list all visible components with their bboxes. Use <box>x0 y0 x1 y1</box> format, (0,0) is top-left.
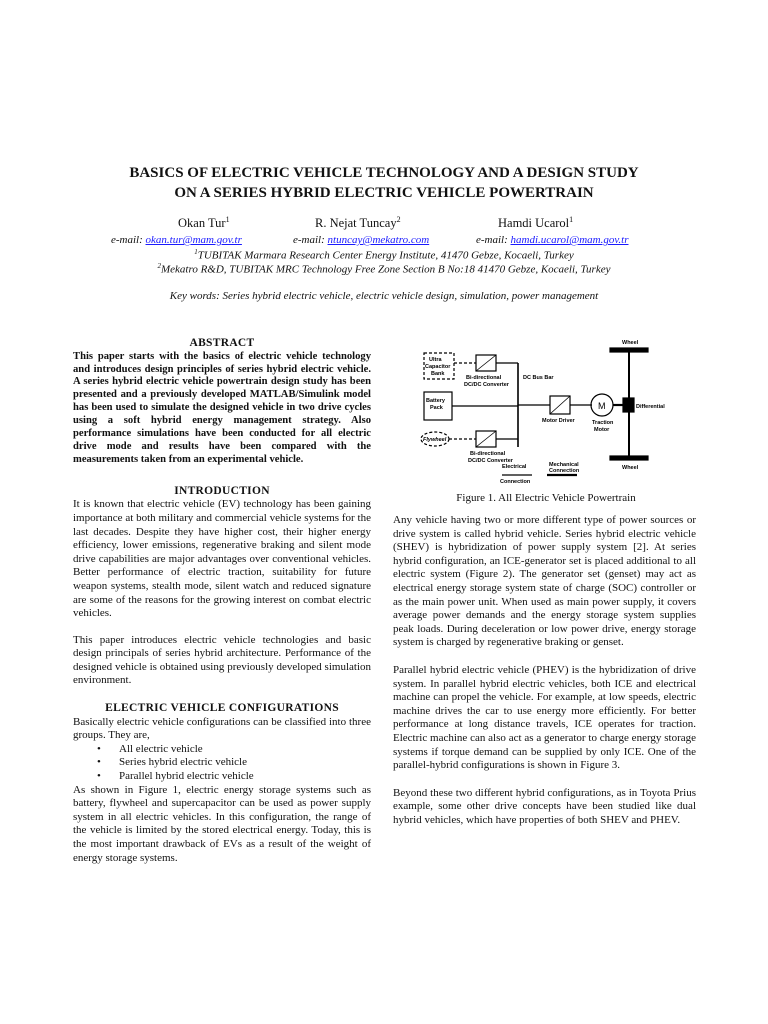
configurations-heading: ELECTRIC VEHICLE CONFIGURATIONS <box>105 702 339 715</box>
author-name: R. Nejat Tuncay <box>315 216 397 231</box>
author-sup: 1 <box>569 215 574 224</box>
title-line-2: ON A SERIES HYBRID ELECTRIC VEHICLE POWERTRAIN <box>174 185 594 201</box>
right-paragraph-3: Beyond these two different hybrid configurations, as in Toyota Prius example, some other drive concepts have been studied like dual hybrid vehicles, which have properties of both SHEV and PHEV. <box>393 786 696 826</box>
ucap-label-3: Bank <box>431 371 445 377</box>
legend-mechanical-2: Connection <box>549 468 580 474</box>
email-link[interactable]: ntuncay@mekatro.com <box>327 234 430 246</box>
abstract-heading: ABSTRACT <box>189 337 255 349</box>
author-name: Okan Tur <box>178 216 226 231</box>
motor-driver-label: Motor Driver <box>542 418 575 424</box>
right-paragraph-2: Parallel hybrid electric vehicle (PHEV) is the hybridization of drive system. In parallel hybrid electric vehicles, both ICE and electrical machine can propel the vehicle. For example, at low speeds, electric machine drives the car to use energy more efficiently. For better performance at long distance travels, ICE operates for traction. Electric machine can also act as a generator to charge energy storage systems if torque demand can be supplied by only ICE. One of the parallel-hybrid configurations is shown in Figure 3. <box>393 663 696 772</box>
legend-electrical-2: Connection <box>500 479 531 485</box>
affiliation-1 <box>0 248 768 262</box>
author-3 <box>498 215 573 231</box>
traction-label-1: Traction <box>592 420 614 426</box>
email-1 <box>111 234 242 246</box>
dc-bus-label: DC Bus Bar <box>523 375 554 381</box>
introduction-paragraph-1: It is known that electric vehicle (EV) technology has been gaining importance at both military and commercial vehicle systems for the last decades. Despite they have higher cost, their higher energy efficiency, lower emissions, regenerative braking and silent mode drive capabilities are major advantages over conventional vehicles. Better performance of electric traction, suitability for future weapon systems, stealth mode, silent watch and reduced signature are some of the reasons for the growing interest on combat electric vehicles. <box>73 498 371 620</box>
legend-mechanical-1: Mechanical <box>549 462 579 468</box>
configurations-paragraph-2: As shown in Figure 1, electric energy storage systems such as battery, flywheel and supercapacitor can be used as power supply system in all electric vehicles. In this configuration, the range of the vehicle is limited by the stored electrical energy. Today, this is the most important drawback of EVs as a result of the weight of energy storage systems. <box>73 783 371 864</box>
wheel-bottom-shape <box>610 456 648 460</box>
figure-caption: Figure 1. All Electric Vehicle Powertrain <box>456 492 636 504</box>
traction-label-2: Motor <box>594 427 610 433</box>
left-column <box>73 337 371 865</box>
right-paragraph-1: Any vehicle having two or more different type of power sources or drive system is called hybrid vehicle. Series hybrid electric vehicle (SHEV) is hybridization of power supply system [2]. At series hybrid configuration, an ICE-generator set is placed additional to all electric system (Figure 2). The generator set (genset) may act as electrical energy storage system state of charge (SOC) controller or as the main power unit. When used as main power supply, it covers average power demands and the energy storage system supplies peak loads. During deceleration or low power drive, energy storage system is charged by regenerative braking or genset. <box>393 514 696 649</box>
powertrain-diagram <box>414 335 680 485</box>
email-link[interactable]: hamdi.ucarol@mam.gov.tr <box>510 234 629 246</box>
keywords: Key words: Series hybrid electric vehicle, electric vehicle design, simulation, power management <box>169 290 599 302</box>
motor-label: M <box>598 401 606 411</box>
differential-shape <box>623 398 634 412</box>
affiliation-2 <box>0 262 768 276</box>
ucap-label-1: Ultra <box>429 357 442 363</box>
converter-2-label-1: Bi-directional <box>470 451 506 457</box>
wheel-top-shape <box>610 348 648 352</box>
legend-electrical-1: Electrical <box>502 464 527 470</box>
introduction-heading: INTRODUCTION <box>174 484 270 497</box>
battery-label-1: Battery <box>426 398 445 404</box>
author-1 <box>178 215 230 231</box>
configuration-list <box>73 743 371 784</box>
author-sup: 2 <box>396 215 401 224</box>
email-link[interactable]: okan.tur@mam.gov.tr <box>145 234 242 246</box>
right-column <box>393 514 696 827</box>
list-item: • Parallel hybrid electric vehicle <box>119 770 371 784</box>
paper-title <box>40 163 728 203</box>
email-label: e-mail: <box>293 234 325 246</box>
abstract-text: This paper starts with the basics of electric vehicle technology and introduces design principles of series hybrid electric vehicle. A series hybrid electric vehicle powertrain design study has been presented and a previously developed MATLAB/Simulink model has been used to simulate the designed vehicle in two drive cycles using a soft hybrid energy management strategy. Also performance simulations have been conducted for all electric drive mode and results have been compared with the measurements taken from an experimental vehicle. <box>73 350 371 465</box>
affiliation-sup: 2 <box>157 262 161 270</box>
converter-1-label-2: DC/DC Converter <box>464 382 509 388</box>
wheel-top-label: Wheel <box>622 340 639 346</box>
email-label: e-mail: <box>476 234 508 246</box>
author-name: Hamdi Ucarol <box>498 216 570 231</box>
affiliation-sup: 1 <box>194 248 198 256</box>
email-label: e-mail: <box>111 234 143 246</box>
affiliation-text: TUBITAK Marmara Research Center Energy Institute, 41470 Gebze, Kocaeli, Turkey <box>197 249 574 262</box>
ucap-label-2: Capacitor <box>425 364 451 370</box>
converter-2-label-2: DC/DC Converter <box>468 458 513 464</box>
wheel-bottom-label: Wheel <box>622 465 639 471</box>
author-2 <box>315 215 401 231</box>
email-2 <box>293 234 429 246</box>
configurations-intro: Basically electric vehicle configurations can be classified into three groups. They are, <box>73 715 371 742</box>
differential-label: Differential <box>636 404 665 410</box>
introduction-paragraph-2: This paper introduces electric vehicle technologies and basic design principals of series hybrid architecture. Performance of the designed vehicle is obtained using previously developed simulation environment. <box>73 633 371 687</box>
author-sup: 1 <box>225 215 230 224</box>
affiliation-text: Mekatro R&D, TUBITAK MRC Technology Free Zone Section B No:18 41470 Gebze, Kocaeli, Turkey <box>160 263 611 276</box>
converter-1-label-1: Bi-directional <box>466 375 502 381</box>
title-line-1: BASICS OF ELECTRIC VEHICLE TECHNOLOGY AND A DESIGN STUDY <box>129 165 639 181</box>
battery-label-2: Pack <box>430 405 443 411</box>
flywheel-label: Flywheel <box>423 437 447 443</box>
email-3 <box>476 234 629 246</box>
list-item: • Series hybrid electric vehicle <box>119 756 371 770</box>
list-item: • All electric vehicle <box>119 743 371 757</box>
